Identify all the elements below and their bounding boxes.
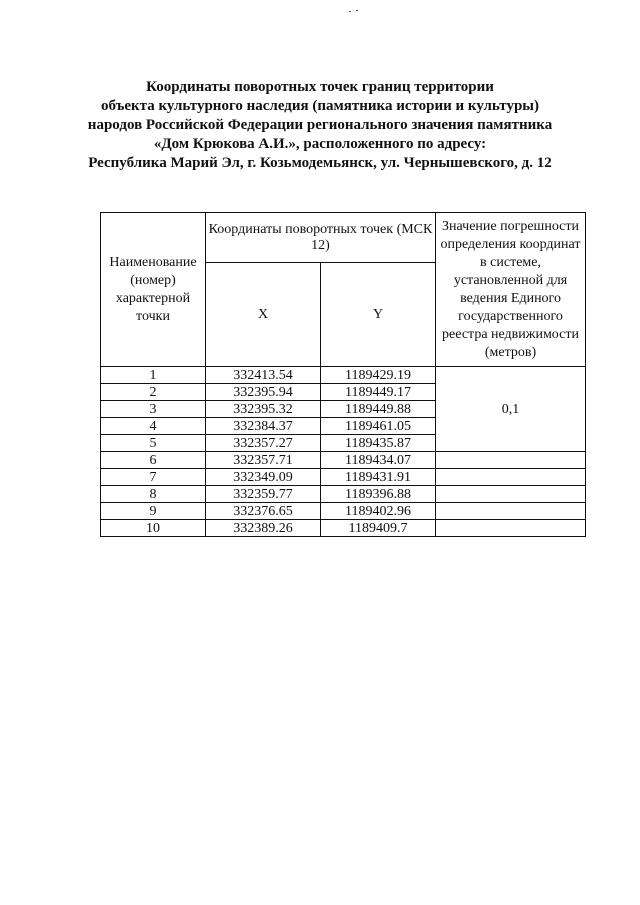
document-title bbox=[60, 78, 580, 173]
point-number: 9 bbox=[101, 503, 206, 520]
coord-y: 1189396.88 bbox=[321, 486, 436, 503]
coord-y: 1189461.05 bbox=[321, 418, 436, 435]
coord-x: 332384.37 bbox=[206, 418, 321, 435]
coord-x: 332413.54 bbox=[206, 367, 321, 384]
point-number: 10 bbox=[101, 520, 206, 537]
coord-y: 1189434.07 bbox=[321, 452, 436, 469]
point-number: 2 bbox=[101, 384, 206, 401]
coord-x: 332359.77 bbox=[206, 486, 321, 503]
point-number: 1 bbox=[101, 367, 206, 384]
header-error: Значение погрешности определения координат в системе, установленной для ведения Единого государственного реестра недвижимости (метров) bbox=[436, 213, 586, 367]
scan-speck bbox=[356, 10, 358, 11]
table-row bbox=[101, 469, 586, 486]
title-line: объекта культурного наследия (памятника истории и культуры) bbox=[100, 98, 539, 114]
table-row bbox=[101, 520, 586, 537]
title-line: народов Российской Федерации регионального значения памятника bbox=[87, 117, 553, 133]
scan-speck bbox=[349, 11, 351, 12]
title-line: «Дом Крюкова А.И.», расположенного по адресу: bbox=[153, 136, 487, 152]
error-empty-cell bbox=[436, 486, 586, 503]
coord-x: 332357.27 bbox=[206, 435, 321, 452]
header-point-name: Наименование (номер) характерной точки bbox=[101, 213, 206, 367]
error-empty-cell bbox=[436, 520, 586, 537]
coord-x: 332376.65 bbox=[206, 503, 321, 520]
title-line: Координаты поворотных точек границ территории bbox=[146, 79, 494, 95]
coord-y: 1189409.7 bbox=[321, 520, 436, 537]
table-row bbox=[101, 367, 586, 384]
table-row bbox=[101, 503, 586, 520]
coord-x: 332395.94 bbox=[206, 384, 321, 401]
coord-y: 1189429.19 bbox=[321, 367, 436, 384]
coord-y: 1189431.91 bbox=[321, 469, 436, 486]
point-number: 8 bbox=[101, 486, 206, 503]
header-coordinates: Координаты поворотных точек (МСК 12) bbox=[206, 213, 436, 263]
coord-x: 332349.09 bbox=[206, 469, 321, 486]
error-value: 0,1 bbox=[436, 367, 586, 452]
coord-x: 332357.71 bbox=[206, 452, 321, 469]
coordinates-table bbox=[100, 212, 586, 537]
coord-y: 1189449.17 bbox=[321, 384, 436, 401]
error-empty-cell bbox=[436, 469, 586, 486]
coord-x: 332389.26 bbox=[206, 520, 321, 537]
table-row bbox=[101, 486, 586, 503]
point-number: 4 bbox=[101, 418, 206, 435]
header-y: Y bbox=[321, 263, 436, 367]
coord-y: 1189435.87 bbox=[321, 435, 436, 452]
error-empty-cell bbox=[436, 452, 586, 469]
point-number: 5 bbox=[101, 435, 206, 452]
error-empty-cell bbox=[436, 503, 586, 520]
point-number: 7 bbox=[101, 469, 206, 486]
coord-y: 1189449.88 bbox=[321, 401, 436, 418]
table-row bbox=[101, 452, 586, 469]
point-number: 3 bbox=[101, 401, 206, 418]
header-x: X bbox=[206, 263, 321, 367]
title-line: Республика Марий Эл, г. Козьмодемьянск, ул. Чернышевского, д. 12 bbox=[88, 155, 552, 171]
point-number: 6 bbox=[101, 452, 206, 469]
coord-y: 1189402.96 bbox=[321, 503, 436, 520]
coord-x: 332395.32 bbox=[206, 401, 321, 418]
